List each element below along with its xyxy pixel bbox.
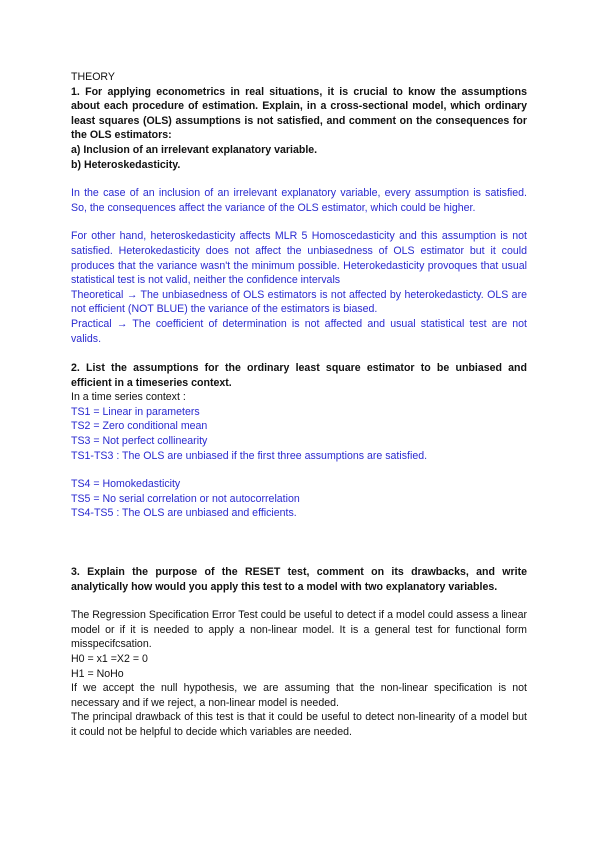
spacer [71, 521, 527, 565]
q1-answer-a: In the case of an inclusion of an irrelevant explanatory variable, every assumption is satisfied. So, the consequences affect the variance of the OLS estimator, which could be higher. [71, 187, 527, 214]
q2-ts4-ts5: TS4-TS5 : The OLS are unbiased and efficients. [71, 507, 297, 520]
q1-part-b: b) Heteroskedasticity. [71, 158, 181, 171]
spacer [71, 172, 527, 186]
q2-question: 2. List the assumptions for the ordinary least square estimator to be unbiased and efficient in a timeseries context. [71, 362, 527, 389]
q3-h0: H0 = x1 =X2 = 0 [71, 653, 148, 665]
q2-intro: In a time series context : [71, 391, 186, 404]
q2-ts4: TS4 = Homokedasticity [71, 478, 181, 491]
spacer [71, 463, 527, 477]
spacer [71, 215, 527, 229]
q1-practical: Practical → The coefficient of determination is not affected and usual statistical test are not valids. [71, 317, 527, 345]
q1-answer-b: For other hand, heteroskedasticity affects MLR 5 Homoscedasticity and this assumption is not satisfied. Heterokedasticity does not affect the unbiasedness of OLS estimator but it could produces that the variance wasn't the minimum possible. Heterokedasticity provoques that usual statistical test is not valid, neither the confidence intervals [71, 230, 527, 287]
q3-paragraph-3: The principal drawback of this test is that it could be useful to detect non-linearity of a model but it could not be helpful to decide which variables are needed. [71, 711, 527, 738]
section-heading: THEORY [71, 71, 115, 83]
spacer [71, 346, 527, 361]
q2-ts1: TS1 = Linear in parameters [71, 405, 200, 418]
q2-ts3: TS3 = Not perfect collinearity [71, 435, 208, 448]
q3-question: 3. Explain the purpose of the RESET test, comment on its drawbacks, and write analytically how would you apply this test to a model with two explanatory variables. [71, 566, 527, 593]
q1-theoretical: Theoretical → The unbiasedness of OLS estimators is not affected by heterokedasticty. OLS are not efficient (NOT BLUE) the variance of the estimators is biased. [71, 288, 527, 316]
q1-question: 1. For applying econometrics in real situations, it is crucial to know the assumptions about each procedure of estimation. Explain, in a cross-sectional model, which ordinary least squares (OLS) assumptions is not satisfied, and comment on the consequences for the OLS estimators: [71, 85, 527, 142]
document-page [71, 70, 527, 740]
spacer [71, 594, 527, 608]
q2-ts2: TS2 = Zero conditional mean [71, 420, 208, 433]
q3-paragraph-1: The Regression Specification Error Test could be useful to detect if a model could assess a linear model or if it is needed to apply a non-linear model. It is a general test for functional form misspecifcsation. [71, 609, 527, 651]
q3-h1: H1 = NoHo [71, 667, 124, 680]
q1-part-a: a) Inclusion of an irrelevant explanatory variable. [71, 143, 318, 156]
q2-ts5: TS5 = No serial correlation or not autocorrelation [71, 492, 300, 505]
q2-ts1-ts3: TS1-TS3 : The OLS are unbiased if the first three assumptions are satisfied. [71, 449, 428, 462]
q3-paragraph-2: If we accept the null hypothesis, we are assuming that the non-linear specification is not necessary and if we reject, a non-linear model is needed. [71, 682, 527, 709]
